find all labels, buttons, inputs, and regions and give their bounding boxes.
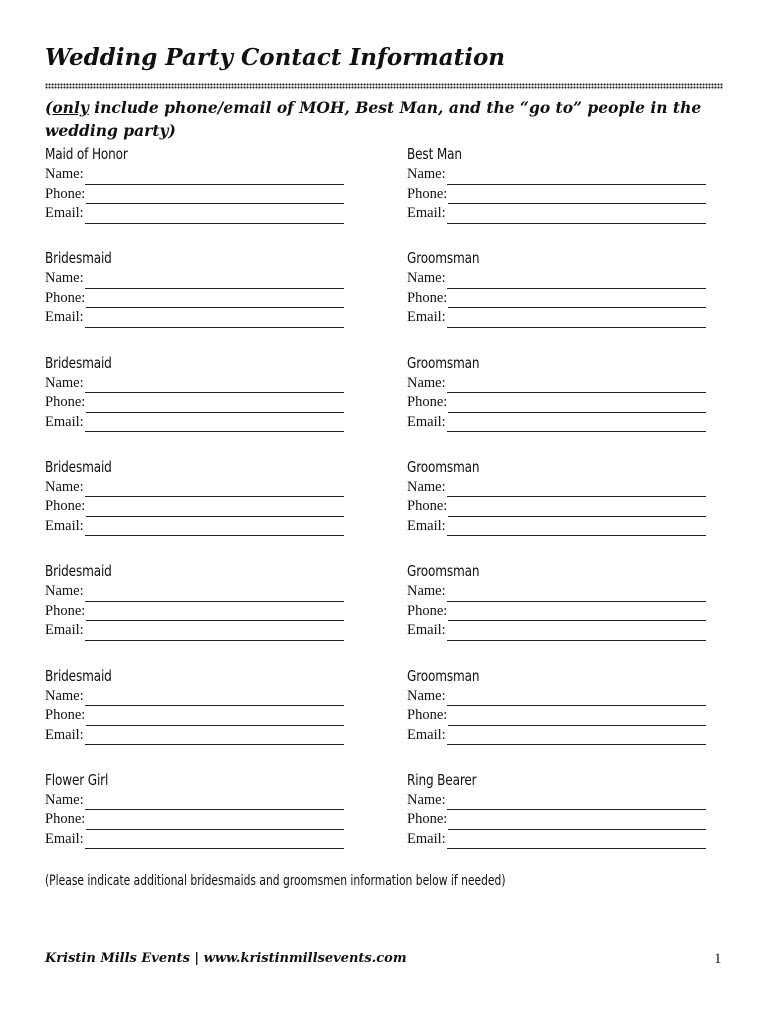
additional-note: (Please indicate additional bridesmaids and groomsmen information below if needed) <box>45 873 506 889</box>
phone-blank-line[interactable] <box>448 189 706 204</box>
name-label: Name: <box>45 374 84 391</box>
phone-blank-line[interactable] <box>448 815 706 830</box>
phone-label: Phone: <box>407 602 448 619</box>
phone-label: Phone: <box>45 185 86 202</box>
email-field[interactable] <box>407 517 717 537</box>
name-blank-line[interactable] <box>85 378 344 393</box>
phone-label: Phone: <box>45 289 86 306</box>
dotted-divider <box>45 83 723 89</box>
phone-blank-line[interactable] <box>448 606 706 621</box>
email-blank-line[interactable] <box>85 417 344 432</box>
email-blank-line[interactable] <box>85 313 344 328</box>
phone-label: Phone: <box>407 811 448 828</box>
footer-text: Kristin Mills Events | www.kristinmillsevents.com <box>45 951 407 966</box>
role-heading: Bridesmaid <box>45 353 112 372</box>
email-label: Email: <box>45 309 84 326</box>
name-blank-line[interactable] <box>447 378 706 393</box>
email-field[interactable] <box>45 308 355 328</box>
name-blank-line[interactable] <box>85 170 344 185</box>
name-blank-line[interactable] <box>85 482 344 497</box>
phone-label: Phone: <box>45 602 86 619</box>
contact-block-left <box>45 560 355 641</box>
role-heading: Groomsman <box>407 562 480 581</box>
name-blank-line[interactable] <box>447 795 706 810</box>
phone-field[interactable] <box>407 393 717 413</box>
email-field[interactable] <box>45 413 355 433</box>
name-field[interactable] <box>45 582 355 602</box>
email-field[interactable] <box>45 204 355 224</box>
email-field[interactable] <box>407 413 717 433</box>
role-heading: Groomsman <box>407 249 480 268</box>
role-heading: Bridesmaid <box>45 249 112 268</box>
phone-field[interactable] <box>407 602 717 622</box>
phone-label: Phone: <box>407 289 448 306</box>
email-label: Email: <box>45 413 84 430</box>
name-field[interactable] <box>407 582 717 602</box>
phone-field[interactable] <box>45 185 355 205</box>
name-blank-line[interactable] <box>85 274 344 289</box>
name-label: Name: <box>45 583 84 600</box>
email-blank-line[interactable] <box>85 626 344 641</box>
phone-label: Phone: <box>407 185 448 202</box>
phone-field[interactable] <box>407 289 717 309</box>
name-label: Name: <box>45 166 84 182</box>
email-field[interactable] <box>45 830 355 850</box>
role-heading: Groomsman <box>407 666 480 685</box>
phone-field[interactable] <box>407 810 717 830</box>
phone-label: Phone: <box>45 394 86 411</box>
contact-block-right <box>407 456 717 537</box>
page-title: Wedding Party Contact Information <box>45 44 506 71</box>
name-field[interactable] <box>45 269 355 289</box>
note-rest: include phone/email of MOH, Best Man, and the “go to” people in the wedding party) <box>45 98 702 140</box>
phone-field[interactable] <box>407 706 717 726</box>
instructions-note <box>45 96 725 142</box>
name-label: Name: <box>45 687 84 704</box>
phone-label: Phone: <box>45 811 86 828</box>
email-field[interactable] <box>45 621 355 641</box>
name-label: Name: <box>407 583 446 600</box>
role-heading: Ring Bearer <box>407 770 477 789</box>
phone-field[interactable] <box>45 393 355 413</box>
name-label: Name: <box>407 478 446 495</box>
role-heading: Maid of Honor <box>45 145 128 163</box>
name-blank-line[interactable] <box>447 482 706 497</box>
contact-block-left <box>45 247 355 328</box>
phone-blank-line[interactable] <box>86 398 344 413</box>
email-label: Email: <box>407 517 446 534</box>
name-label: Name: <box>45 791 84 808</box>
phone-label: Phone: <box>407 498 448 515</box>
contact-block-right <box>407 352 717 433</box>
email-label: Email: <box>45 726 84 743</box>
phone-blank-line[interactable] <box>86 815 344 830</box>
phone-blank-line[interactable] <box>86 502 344 517</box>
name-blank-line[interactable] <box>447 691 706 706</box>
email-field[interactable] <box>45 726 355 746</box>
name-label: Name: <box>45 478 84 495</box>
name-blank-line[interactable] <box>85 691 344 706</box>
phone-field[interactable] <box>407 497 717 517</box>
email-blank-line[interactable] <box>447 417 706 432</box>
email-label: Email: <box>407 205 446 221</box>
role-heading: Best Man <box>407 145 462 163</box>
email-blank-line[interactable] <box>447 521 706 536</box>
phone-blank-line[interactable] <box>86 293 344 308</box>
role-heading: Groomsman <box>407 353 480 372</box>
phone-field[interactable] <box>45 810 355 830</box>
name-label: Name: <box>45 270 84 287</box>
contact-block-right <box>407 247 717 328</box>
email-label: Email: <box>407 622 446 639</box>
phone-blank-line[interactable] <box>86 606 344 621</box>
name-field[interactable] <box>407 791 717 811</box>
name-field[interactable] <box>45 374 355 394</box>
name-blank-line[interactable] <box>447 170 706 185</box>
phone-label: Phone: <box>45 707 86 723</box>
email-label: Email: <box>45 205 84 221</box>
contact-block-left <box>45 456 355 537</box>
phone-label: Phone: <box>407 394 448 411</box>
name-blank-line[interactable] <box>447 274 706 289</box>
email-blank-line[interactable] <box>447 626 706 641</box>
email-blank-line[interactable] <box>447 730 706 745</box>
name-field[interactable] <box>407 269 717 289</box>
email-field[interactable] <box>407 830 717 850</box>
email-label: Email: <box>45 517 84 534</box>
phone-blank-line[interactable] <box>448 711 706 726</box>
name-field[interactable] <box>45 687 355 707</box>
phone-blank-line[interactable] <box>448 398 706 413</box>
email-blank-line[interactable] <box>85 730 344 745</box>
email-label: Email: <box>407 830 446 847</box>
email-label: Email: <box>45 622 84 639</box>
contact-block-right <box>407 665 717 746</box>
role-heading: Bridesmaid <box>45 457 112 476</box>
phone-blank-line[interactable] <box>86 711 344 726</box>
contact-block-left <box>45 769 355 850</box>
name-field[interactable] <box>45 165 355 185</box>
email-label: Email: <box>407 413 446 430</box>
phone-blank-line[interactable] <box>448 293 706 308</box>
name-label: Name: <box>407 270 446 287</box>
email-field[interactable] <box>407 621 717 641</box>
email-field[interactable] <box>407 204 717 224</box>
name-field[interactable] <box>407 374 717 394</box>
name-label: Name: <box>407 791 446 808</box>
email-blank-line[interactable] <box>85 209 344 224</box>
contact-block-right <box>407 560 717 641</box>
name-field[interactable] <box>407 165 717 185</box>
email-blank-line[interactable] <box>85 834 344 849</box>
note-underlined: only <box>52 98 89 117</box>
phone-field[interactable] <box>45 497 355 517</box>
name-field[interactable] <box>407 687 717 707</box>
email-label: Email: <box>45 830 84 847</box>
name-blank-line[interactable] <box>85 795 344 810</box>
email-label: Email: <box>407 309 446 326</box>
email-field[interactable] <box>407 308 717 328</box>
name-field[interactable] <box>407 478 717 498</box>
email-field[interactable] <box>45 517 355 537</box>
phone-blank-line[interactable] <box>86 189 344 204</box>
email-blank-line[interactable] <box>447 313 706 328</box>
name-label: Name: <box>407 374 446 391</box>
page-number: 1 <box>714 951 722 967</box>
role-heading: Flower Girl <box>45 770 109 789</box>
name-field[interactable] <box>45 791 355 811</box>
contact-block-right <box>407 769 717 850</box>
contact-block-left <box>45 665 355 746</box>
email-blank-line[interactable] <box>85 521 344 536</box>
phone-label: Phone: <box>407 707 448 723</box>
phone-label: Phone: <box>45 498 86 515</box>
name-blank-line[interactable] <box>447 587 706 602</box>
email-blank-line[interactable] <box>447 834 706 849</box>
name-blank-line[interactable] <box>85 587 344 602</box>
contact-block-left <box>45 143 355 224</box>
name-label: Name: <box>407 166 446 182</box>
role-heading: Bridesmaid <box>45 666 112 685</box>
phone-field[interactable] <box>45 289 355 309</box>
role-heading: Groomsman <box>407 457 480 476</box>
phone-blank-line[interactable] <box>448 502 706 517</box>
email-field[interactable] <box>407 726 717 746</box>
email-blank-line[interactable] <box>447 209 706 224</box>
contact-block-left <box>45 352 355 433</box>
name-field[interactable] <box>45 478 355 498</box>
contact-block-right <box>407 143 717 224</box>
phone-field[interactable] <box>45 706 355 726</box>
note-prefix: ( <box>45 98 53 117</box>
name-label: Name: <box>407 687 446 704</box>
email-label: Email: <box>407 726 446 743</box>
phone-field[interactable] <box>45 602 355 622</box>
role-heading: Bridesmaid <box>45 562 112 581</box>
phone-field[interactable] <box>407 185 717 205</box>
